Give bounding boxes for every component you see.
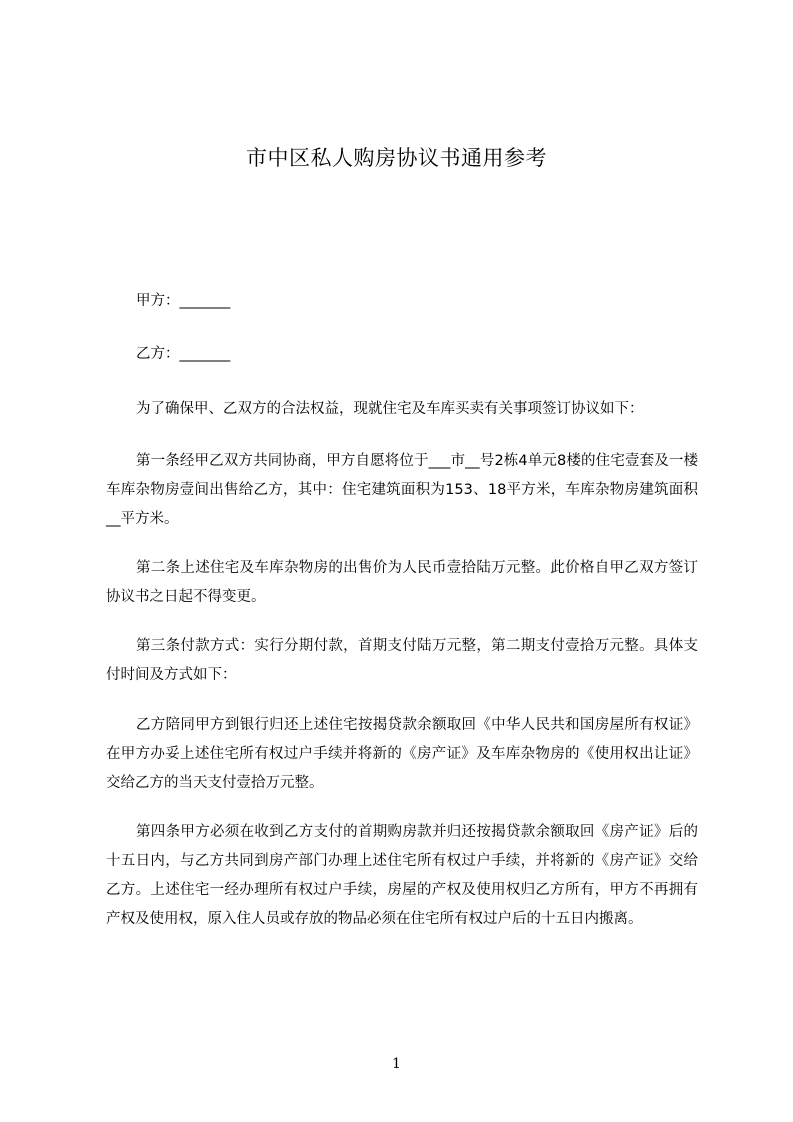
article-2-paragraph: 第二条上述住宅及车库杂物房的出售价为人民币壹拾陆万元整。此价格自甲乙双方签订协议书之日起不得变更。 <box>106 560 698 605</box>
page-number: 1 <box>392 1056 401 1072</box>
article-1-paragraph: 第一条经甲乙双方共同协商，甲方自愿将位于___市__号2栋4单元8楼的住宅壹套及一楼车库杂物房壹间出售给乙方，其中：住宅建筑面积为153、18平方米，车库杂物房建筑面积__平方米。 <box>106 453 698 527</box>
party-b-line: 乙方：_______ <box>136 346 231 362</box>
intro-paragraph: 为了确保甲、乙双方的合法权益，现就住宅及车库买卖有关事项签订协议如下： <box>136 401 644 417</box>
party-a-line: 甲方：_______ <box>136 293 231 309</box>
article-4-paragraph: 第四条甲方必须在收到乙方支付的首期购房款并归还按揭贷款余额取回《房产证》后的十五日内，与乙方共同到房产部门办理上述住宅所有权过户手续，并将新的《房产证》交给乙方。上述住宅一经办理所有权过户手续，房屋的产权及使用权归乙方所有，甲方不再拥有产权及使用权，原入住人员或存放的物品必须在住宅所有权过户后的十五日内搬离。 <box>106 824 698 927</box>
payment-detail-paragraph: 乙方陪同甲方到银行归还上述住宅按揭贷款余额取回《中华人民共和国房屋所有权证》在甲方办妥上述住宅所有权过户手续并将新的《房产证》及车库杂物房的《使用权出让证》交给乙方的当天支付壹拾万元整。 <box>106 717 698 791</box>
article-3-paragraph: 第三条付款方式：实行分期付款，首期支付陆万元整，第二期支付壹拾万元整。具体支付时间及方式如下： <box>106 638 698 683</box>
document-title: 市中区私人购房协议书通用参考 <box>246 146 547 170</box>
